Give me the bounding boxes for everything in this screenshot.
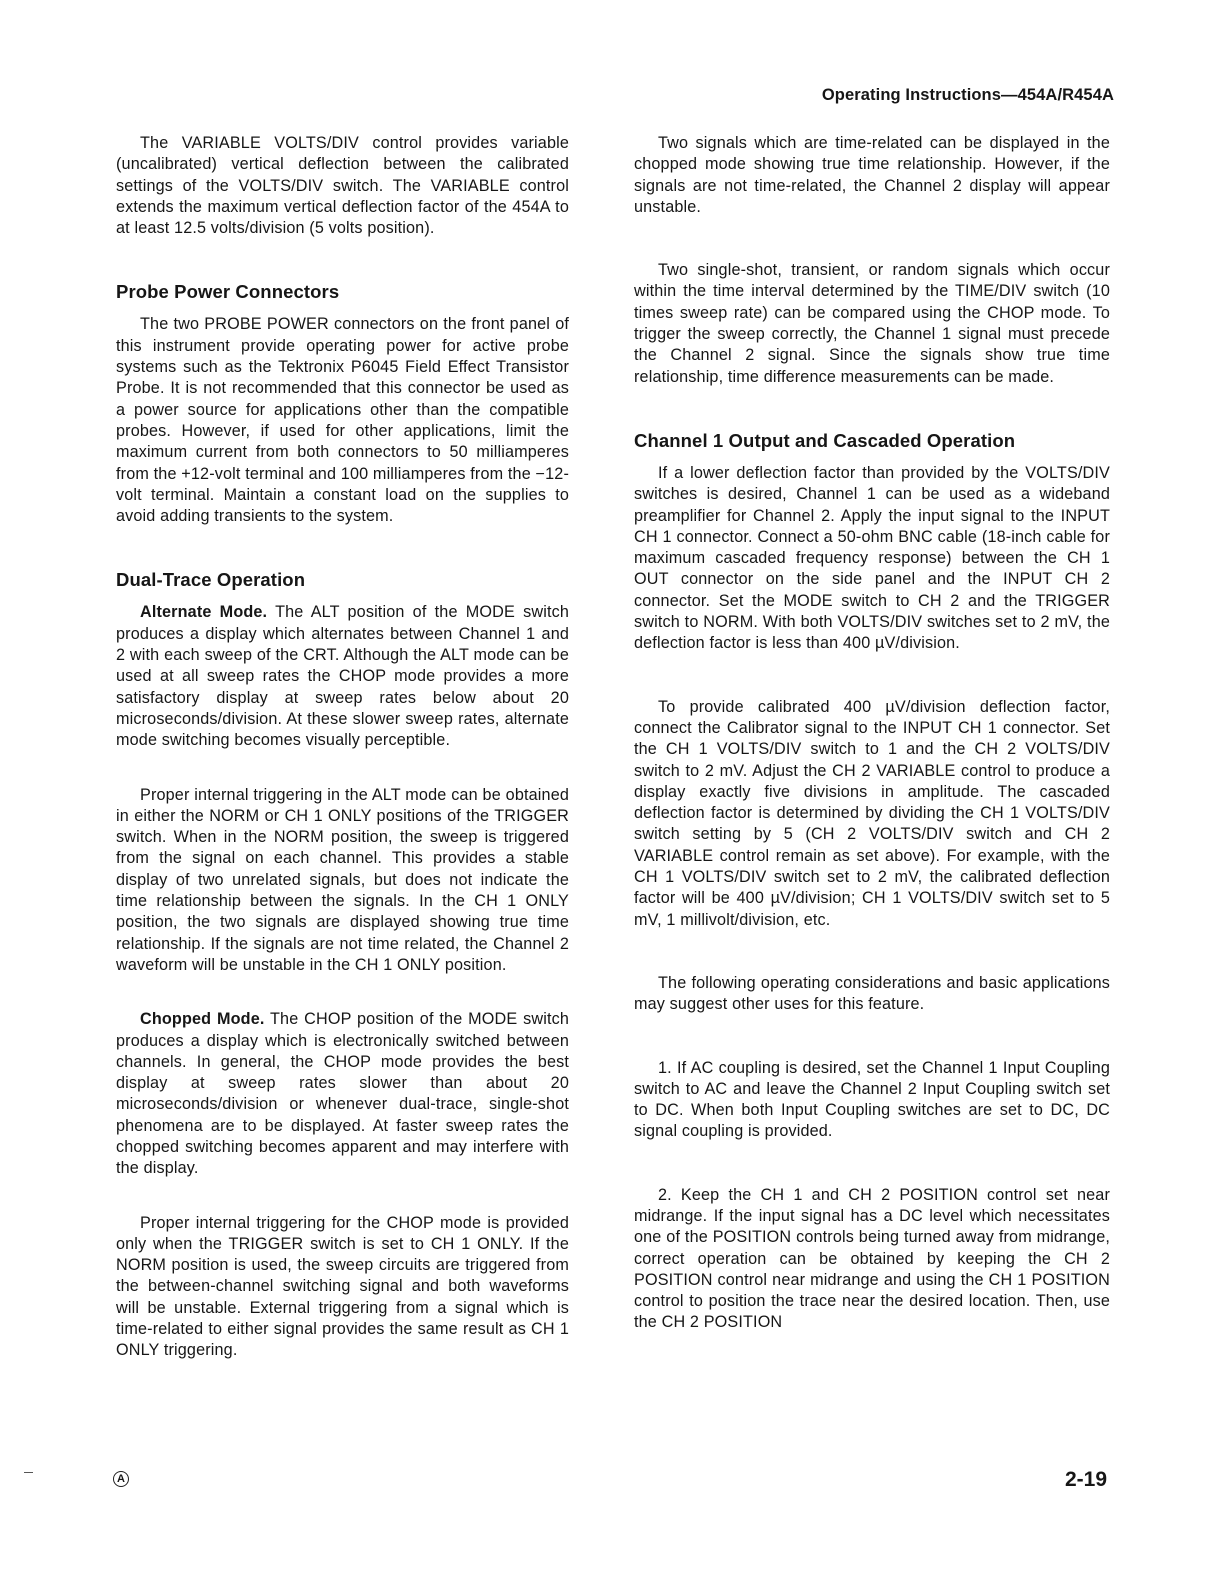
page-number: 2-19	[1064, 1468, 1107, 1491]
chop-triggering-paragraph: Proper internal triggering for the CHOP mode is provided only when the TRIGGER switch is set to CH 1 ONLY. If the NORM position is used, the sweep circuits are triggered from the between-channel switching signal and both waveforms will be unstable. External triggering from a signal which is time-related to either signal provides the same result as CH 1 ONLY triggering.	[116, 1213, 569, 1360]
list-item-position-control: 2. Keep the CH 1 and CH 2 POSITION control set near midrange. If the input signal has a DC level which necessitates one of the POSITION controls being turned away from midrange, correct operation can be obtained by keeping the CH 2 POSITION control near midrange and using the CH 1 POSITION control to position the trace near the desired location. Then, use the CH 2 POSITION	[634, 1185, 1110, 1332]
list-item-ac-coupling: 1. If AC coupling is desired, set the Channel 1 Input Coupling switch to AC and leave the Channel 2 Input Coupling switch set to DC. When both Input Coupling switches are set to DC, DC signal coupling is provided.	[634, 1058, 1110, 1141]
chopped-mode-paragraph	[116, 1009, 569, 1179]
probe-power-paragraph: The two PROBE POWER connectors on the front panel of this instrument provide operating power for active probe systems such as the Tektronix P6045 Field Effect Transistor Probe. It is not recommended that this connector be used as a power source for applications other than the compatible probes. However, if used for other applications, limit the maximum current from both connectors to 50 milliamperes from the +12-volt terminal and 100 milliamperes from the −12-volt terminal. Maintain a constant load on the supplies to avoid adding transients to the system.	[116, 315, 569, 526]
alternate-mode-paragraph	[116, 602, 569, 751]
left-column	[116, 133, 569, 1362]
considerations-paragraph: The following operating considerations and basic applications may suggest other uses for this feature.	[634, 973, 1110, 1014]
cascade-intro-paragraph: If a lower deflection factor than provided by the VOLTS/DIV switches is desired, Channel 1 can be used as a wideband preamplifier for Channel 2. Apply the input signal to the INPUT CH 1 connector. Connect a 50-ohm BNC cable (18-inch cable for maximum cascaded frequency response) between the CH 1 OUT connector on the side panel and the INPUT CH 2 connector. Set the MODE switch to CH 2 and the TRIGGER switch to NORM. With both VOLTS/DIV switches set to 2 mV, the deflection factor is less than 400 µV/division.	[634, 463, 1110, 653]
revision-mark-icon: A	[113, 1471, 129, 1487]
alt-triggering-paragraph: Proper internal triggering in the ALT mode can be obtained in either the NORM or CH 1 ONLY positions of the TRIGGER switch. When in the NORM position, the sweep is triggered from the signal on each channel. This provides a stable display of two unrelated signals, but does not indicate the time relationship between the signals. In the CH 1 ONLY position, the two signals are displayed showing true time relationship. If the signals are not time related, the Channel 2 waveform will be unstable in the CH 1 ONLY position.	[116, 785, 569, 974]
chopped-mode-runin: Chopped Mode.	[140, 1010, 265, 1029]
time-related-paragraph: Two signals which are time-related can be displayed in the chopped mode showing true time relationship. However, if the signals are not time-related, the Channel 2 display will appear unstable.	[634, 134, 1110, 216]
cascaded-operation-heading: Channel 1 Output and Cascaded Operation	[634, 429, 1016, 451]
probe-power-heading: Probe Power Connectors	[116, 281, 340, 303]
calibrated-deflection-paragraph: To provide calibrated 400 µV/division deflection factor, connect the Calibrator signal to the INPUT CH 1 connector. Set the CH 1 VOLTS/DIV switch to 1 and the CH 2 VOLTS/DIV switch to 2 mV. Adjust the CH 2 VARIABLE control to produce a display exactly five divisions in amplitude. The cascaded deflection factor is determined by dividing the CH 1 VOLTS/DIV switch setting by 5 (CH 2 VOLTS/DIV switch and CH 2 VARIABLE control remain as set above). For example, with the CH 1 VOLTS/DIV switch set to 2 mV, the calibrated deflection factor will be 400 µV/division; CH 1 VOLTS/DIV switch set to 5 mV, 1 millivolt/division, etc.	[634, 697, 1110, 929]
variable-control-paragraph: The VARIABLE VOLTS/DIV control provides variable (uncalibrated) vertical deflection between the calibrated settings of the VOLTS/DIV switch. The VARIABLE control extends the maximum vertical deflection factor of the 454A to at least 12.5 volts/division (5 volts position).	[116, 134, 569, 238]
single-shot-paragraph: Two single-shot, transient, or random signals which occur within the time interval determined by the TIME/DIV switch (10 times sweep rate) can be compared using the CHOP mode. To trigger the sweep correctly, the Channel 1 signal must precede the Channel 2 signal. Since the signals show true time relationship, time difference measurements can be made.	[634, 261, 1110, 386]
chopped-mode-text: The CHOP position of the MODE switch produces a display which is electronically switched between channels. In general, the CHOP mode provides the best display at sweep rates slower than about 20 microseconds/division or whenever dual-trace, single-shot phenomena are to be displayed. At faster sweep rates the chopped switching becomes apparent and may interfere with the display.	[116, 1010, 569, 1178]
alternate-mode-runin: Alternate Mode.	[140, 603, 268, 622]
dual-trace-heading: Dual-Trace Operation	[116, 569, 306, 591]
running-header: Operating Instructions—454A/R454A	[821, 86, 1114, 104]
margin-tick-mark	[24, 1472, 33, 1473]
alternate-mode-text: The ALT position of the MODE switch produces a display which alternates between Channel 1 and 2 with each sweep of the CRT. Although the ALT mode can be used at all sweep rates the CHOP mode provides a more satisfactory display at sweep rates below about 20 microseconds/division. At these slower sweep rates, alternate mode switching becomes visually perceptible.	[116, 603, 569, 750]
right-column	[634, 133, 1110, 1334]
